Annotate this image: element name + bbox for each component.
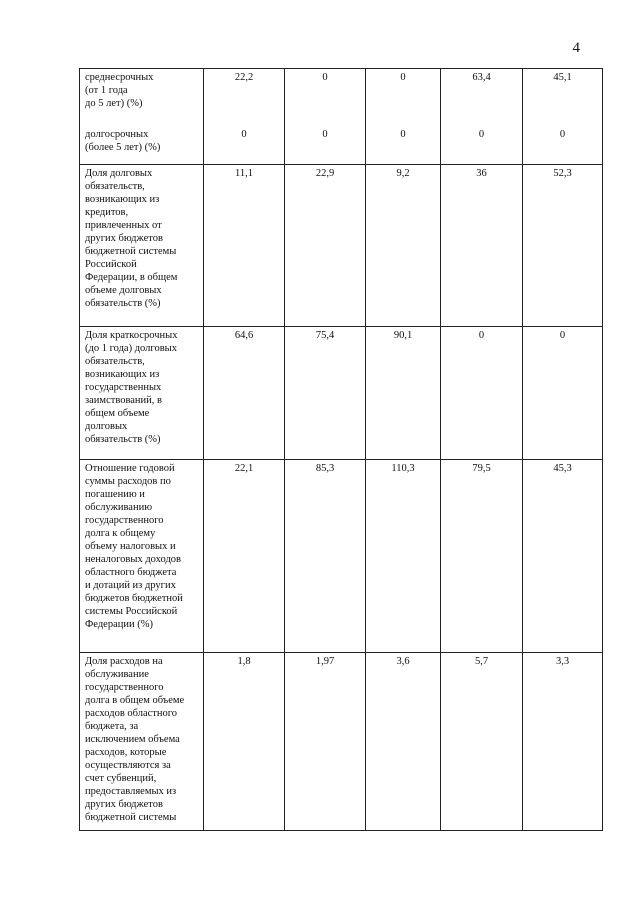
label-line: расходов, которые bbox=[85, 747, 167, 758]
label-line: погашению и bbox=[85, 489, 145, 500]
value-text: 36 bbox=[476, 168, 487, 179]
table-row bbox=[80, 653, 603, 831]
value-text: 1,97 bbox=[315, 656, 335, 667]
label-line: Федерации (%) bbox=[85, 619, 153, 630]
indicator-value-cell bbox=[204, 165, 285, 327]
label-line: обязательств, bbox=[85, 181, 145, 192]
value-text: 110,3 bbox=[391, 463, 415, 474]
indicator-value-cell bbox=[441, 165, 523, 327]
value-text: 0 bbox=[478, 129, 485, 140]
indicator-value-cell bbox=[285, 165, 366, 327]
value-text: 75,4 bbox=[315, 330, 335, 341]
label-line: других бюджетов bbox=[85, 799, 163, 810]
label-line: Федерации, в общем bbox=[85, 272, 178, 283]
indicator-value-cell bbox=[523, 69, 603, 165]
indicator-value-cell bbox=[204, 327, 285, 460]
value-text: 0 bbox=[322, 129, 328, 140]
label-line: системы Российской bbox=[85, 606, 178, 617]
indicator-value-cell bbox=[204, 460, 285, 653]
label-line: (до 1 года) долговых bbox=[85, 343, 177, 354]
indicator-value-cell bbox=[441, 69, 523, 165]
label-line: бюджета, за bbox=[85, 721, 139, 732]
value-text: 0 bbox=[322, 72, 328, 83]
label-line: обязательств, bbox=[85, 356, 145, 367]
table-row bbox=[80, 460, 603, 653]
label-line: Отношение годовой bbox=[85, 463, 175, 474]
value-text: 0 bbox=[400, 129, 406, 140]
indicator-value-cell bbox=[366, 327, 441, 460]
value-text: 45,3 bbox=[553, 463, 572, 474]
label-line: предоставляемых из bbox=[85, 786, 177, 797]
indicator-value-cell bbox=[285, 653, 366, 831]
label-line: государственного bbox=[85, 515, 164, 526]
indicator-value-cell bbox=[285, 69, 366, 165]
value-text: 63,4 bbox=[472, 72, 491, 83]
table-row bbox=[80, 327, 603, 460]
value-text: 22,2 bbox=[234, 72, 254, 83]
label-line: привлеченных от bbox=[85, 220, 162, 231]
label-line: Российской bbox=[85, 259, 137, 270]
value-text: 0 bbox=[400, 72, 406, 83]
value-text: 3,6 bbox=[396, 656, 410, 667]
label-line: среднесрочных bbox=[85, 72, 154, 83]
value-text: 22,1 bbox=[234, 463, 254, 474]
label-line: и дотаций из других bbox=[85, 580, 176, 591]
indicator-value-cell bbox=[523, 653, 603, 831]
value-text: 5,7 bbox=[474, 656, 489, 667]
value-text: 64,6 bbox=[234, 330, 254, 341]
label-line: возникающих из bbox=[85, 194, 160, 205]
label-line: бюджетной системы bbox=[85, 812, 177, 823]
label-line: объеме долговых bbox=[85, 285, 162, 296]
debt-indicators-table bbox=[79, 68, 603, 831]
value-text: 9,2 bbox=[396, 168, 410, 179]
indicator-label bbox=[80, 460, 204, 653]
indicator-value-cell bbox=[441, 327, 523, 460]
label-line: бюджетов бюджетной bbox=[85, 593, 183, 604]
label-line: исключением объема bbox=[85, 734, 180, 745]
table-row bbox=[80, 165, 603, 327]
indicator-value-cell bbox=[204, 653, 285, 831]
page-number: 4 bbox=[572, 40, 580, 56]
label-line: расходов областного bbox=[85, 708, 178, 719]
value-text: 79,5 bbox=[472, 463, 491, 474]
label-line: неналоговых доходов bbox=[85, 554, 182, 565]
value-text: 1,8 bbox=[237, 656, 251, 667]
label-line: областного бюджета bbox=[85, 567, 177, 578]
label-line: обязательств (%) bbox=[85, 298, 161, 309]
indicator-value-cell bbox=[523, 460, 603, 653]
label-line: (более 5 лет) (%) bbox=[85, 142, 161, 153]
indicator-value-cell bbox=[285, 460, 366, 653]
value-text: 11,1 bbox=[235, 168, 253, 179]
indicator-label bbox=[80, 69, 204, 165]
indicator-value-cell bbox=[523, 327, 603, 460]
table-row bbox=[80, 69, 603, 165]
value-text: 3,3 bbox=[555, 656, 570, 667]
label-line: государственных bbox=[85, 382, 162, 393]
indicator-label bbox=[80, 165, 204, 327]
label-line: обязательств (%) bbox=[85, 434, 161, 445]
label-line: заимствований, в bbox=[85, 395, 163, 406]
indicator-value-cell bbox=[366, 69, 441, 165]
label-line: Доля долговых bbox=[85, 168, 153, 179]
value-text: 90,1 bbox=[393, 330, 413, 341]
indicator-value-cell bbox=[204, 69, 285, 165]
value-text: 0 bbox=[241, 129, 247, 140]
label-line: обслуживание bbox=[85, 669, 149, 680]
indicator-value-cell bbox=[523, 165, 603, 327]
indicator-value-cell bbox=[441, 460, 523, 653]
label-line: государственного bbox=[85, 682, 164, 693]
value-text: 0 bbox=[559, 330, 566, 341]
label-line: (от 1 года bbox=[85, 85, 128, 96]
label-line: возникающих из bbox=[85, 369, 160, 380]
value-text: 85,3 bbox=[315, 463, 335, 474]
label-line: Доля краткосрочных bbox=[85, 330, 178, 341]
indicator-value-cell bbox=[441, 653, 523, 831]
value-text: 52,3 bbox=[553, 168, 572, 179]
label-line: долгосрочных bbox=[85, 129, 149, 140]
label-line: объему налоговых и bbox=[85, 541, 176, 552]
indicator-label bbox=[80, 327, 204, 460]
value-text: 22,9 bbox=[315, 168, 335, 179]
label-line: бюджетной системы bbox=[85, 246, 177, 257]
indicator-value-cell bbox=[366, 653, 441, 831]
indicator-value-cell bbox=[366, 165, 441, 327]
value-text: 45,1 bbox=[553, 72, 572, 83]
label-line: кредитов, bbox=[85, 207, 129, 218]
label-line: долга в общем объеме bbox=[85, 695, 185, 706]
label-line: других бюджетов bbox=[85, 233, 163, 244]
value-text: 0 bbox=[478, 330, 485, 341]
value-text: 0 bbox=[559, 129, 566, 140]
label-line: долговых bbox=[85, 421, 128, 432]
label-line: Доля расходов на bbox=[85, 656, 163, 667]
label-line: общем объеме bbox=[85, 408, 150, 419]
indicator-label bbox=[80, 653, 204, 831]
label-line: счет субвенций, bbox=[85, 773, 157, 784]
indicator-value-cell bbox=[366, 460, 441, 653]
label-line: осуществляются за bbox=[85, 760, 171, 771]
label-line: обслуживанию bbox=[85, 502, 153, 513]
label-line: до 5 лет) (%) bbox=[85, 98, 143, 109]
label-line: долга к общему bbox=[85, 528, 156, 539]
label-line: суммы расходов по bbox=[85, 476, 171, 487]
indicator-value-cell bbox=[285, 327, 366, 460]
